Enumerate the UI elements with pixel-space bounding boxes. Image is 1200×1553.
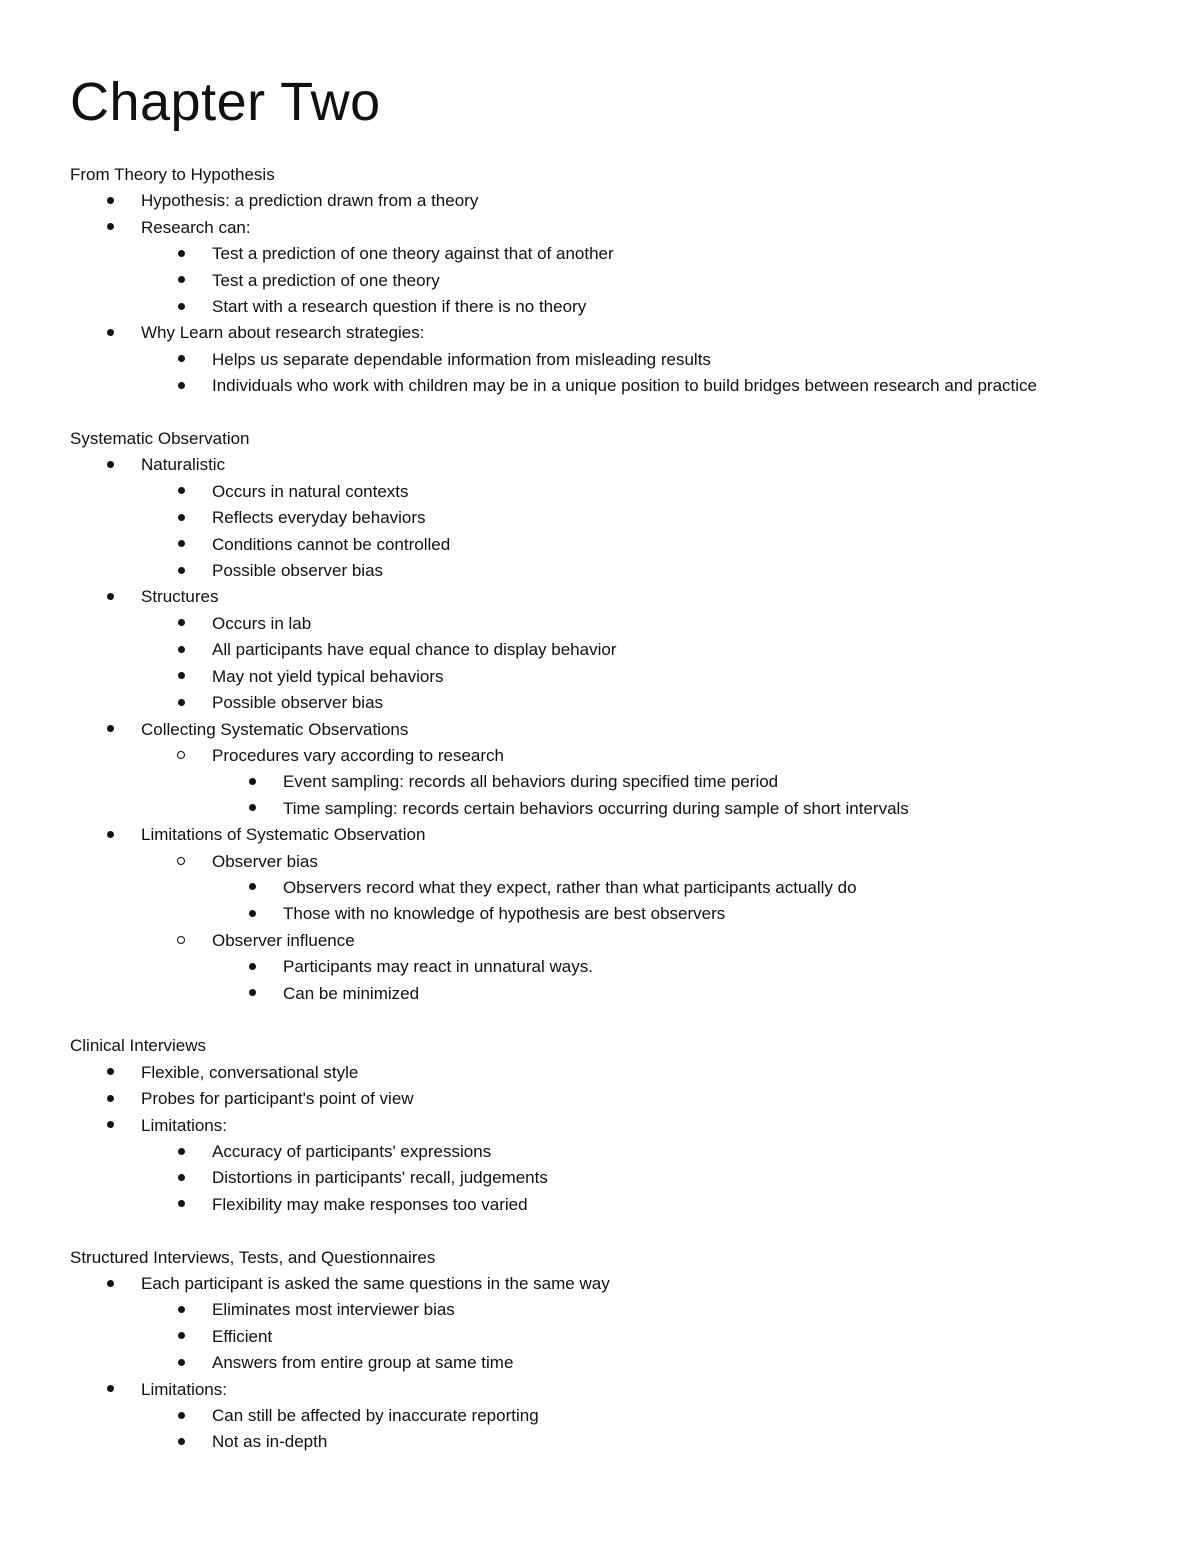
section-heading: From Theory to Hypothesis <box>70 165 275 184</box>
sub-list <box>141 743 1200 822</box>
list-item-text: Time sampling: records certain behaviors occurring during sample of short intervals <box>283 798 909 818</box>
bullet-dot-icon <box>242 954 262 980</box>
bullet-dot-icon <box>100 1113 120 1139</box>
bullet-dot-icon <box>100 717 120 743</box>
bullet-dot-icon <box>171 690 191 716</box>
list-item-text: Structures <box>141 587 219 607</box>
section-systematic-observation <box>70 426 1130 1007</box>
list-item-text: Efficient <box>212 1326 273 1346</box>
sub-list <box>212 875 1200 928</box>
list-item <box>141 664 1200 690</box>
list-item-text: Observer bias <box>212 851 318 871</box>
list-item-text: Accuracy of participants' expressions <box>212 1142 492 1161</box>
list-item <box>141 1192 1200 1218</box>
bullet-dot-icon <box>100 1271 120 1297</box>
section-heading: Clinical Interviews <box>70 1036 207 1056</box>
list-item <box>212 875 1200 901</box>
bullet-dot-icon <box>171 532 191 558</box>
bullet-list <box>70 188 1130 399</box>
list-item-text: Flexibility may make responses too varied <box>212 1194 528 1214</box>
list-item <box>212 981 1200 1007</box>
bullet-dot-icon <box>242 901 262 927</box>
bullet-dot-icon <box>171 294 191 320</box>
list-item <box>141 1139 1200 1165</box>
list-item <box>212 796 1200 822</box>
list-item-text: Flexible, conversational style <box>141 1062 359 1082</box>
bullet-dot-icon <box>242 796 262 822</box>
bullet-dot-icon <box>171 637 191 663</box>
bullet-dot-icon <box>171 1297 191 1323</box>
bullet-dot-icon <box>171 1192 191 1218</box>
list-item <box>212 769 1200 795</box>
bullet-dot-icon <box>100 1060 120 1086</box>
list-item-text: Possible observer bias <box>212 693 384 713</box>
list-item <box>141 1165 1200 1191</box>
sub-list <box>141 1297 1200 1376</box>
sub-list <box>141 347 1200 400</box>
list-item-text: Answers from entire group at same time <box>212 1353 514 1373</box>
list-item-text: Not as in-depth <box>212 1432 328 1452</box>
list-item-text: Possible observer bias <box>212 561 384 581</box>
bullet-dot-icon <box>171 1429 191 1455</box>
document-body <box>70 162 1130 1482</box>
list-item-text: Start with a research question if there is no theory <box>212 297 587 317</box>
bullet-dot-icon <box>100 822 120 848</box>
bullet-dot-icon <box>171 373 191 399</box>
list-item-text: Those with no knowledge of hypothesis are best observers <box>283 904 726 924</box>
list-item <box>70 717 1130 823</box>
bullet-circle-icon <box>171 743 191 769</box>
bullet-dot-icon <box>242 981 262 1007</box>
page-title: Chapter Two <box>70 72 381 132</box>
list-item-text: Naturalistic <box>141 455 226 475</box>
list-item-text: Observer influence <box>212 930 355 950</box>
bullet-dot-icon <box>100 452 120 478</box>
list-item <box>141 1297 1200 1323</box>
bullet-circle-icon <box>171 849 191 875</box>
list-item <box>70 215 1130 321</box>
list-item <box>141 690 1200 716</box>
list-item-text: Reflects everyday behaviors <box>212 508 426 528</box>
list-item-text: Limitations: <box>141 1379 227 1399</box>
list-item-text: May not yield typical behaviors <box>212 666 444 686</box>
bullet-dot-icon <box>171 505 191 531</box>
list-item <box>70 1086 1130 1112</box>
list-item-text: Occurs in natural contexts <box>212 481 409 501</box>
list-item-text: Occurs in lab <box>212 613 312 633</box>
bullet-dot-icon <box>171 241 191 267</box>
sub-list <box>141 479 1200 585</box>
list-item-text: Observers record what they expect, rather than what participants actually do <box>283 877 857 897</box>
list-item-text: Test a prediction of one theory <box>212 270 440 290</box>
section-clinical-interviews <box>70 1033 1130 1218</box>
bullet-circle-icon <box>171 928 191 954</box>
list-item-text: Can still be affected by inaccurate reporting <box>212 1406 539 1426</box>
list-item <box>70 1113 1130 1219</box>
list-item <box>141 347 1200 373</box>
list-item-text: Research can: <box>141 217 251 237</box>
list-item-text: Each participant is asked the same questions in the same way <box>141 1274 610 1294</box>
list-item <box>70 188 1130 214</box>
list-item <box>212 954 1200 980</box>
list-item-text: Conditions cannot be controlled <box>212 534 451 554</box>
bullet-dot-icon <box>100 215 120 241</box>
list-item-text: Participants may react in unnatural ways. <box>283 957 593 977</box>
sub-list <box>141 611 1200 717</box>
list-item <box>141 505 1200 531</box>
bullet-list <box>70 1271 1130 1456</box>
list-item <box>141 479 1200 505</box>
list-item <box>141 637 1200 663</box>
list-item <box>141 1350 1200 1376</box>
list-item <box>70 584 1130 716</box>
list-item <box>141 849 1200 928</box>
list-item-text: Can be minimized <box>283 983 420 1003</box>
section-heading: Systematic Observation <box>70 429 250 449</box>
list-item-text: Limitations: <box>141 1115 227 1135</box>
list-item <box>141 268 1200 294</box>
section-heading: Structured Interviews, Tests, and Questionnaires <box>70 1247 436 1267</box>
bullet-list <box>70 1060 1130 1218</box>
list-item-text: Distortions in participants' recall, judgements <box>212 1168 548 1188</box>
bullet-dot-icon <box>171 611 191 637</box>
list-item <box>70 452 1130 584</box>
bullet-dot-icon <box>100 584 120 610</box>
list-item-text: Test a prediction of one theory against that of another <box>212 244 614 264</box>
list-item <box>70 822 1130 1007</box>
bullet-dot-icon <box>171 1139 191 1165</box>
bullet-dot-icon <box>171 347 191 373</box>
bullet-dot-icon <box>100 188 120 214</box>
sub-list <box>141 1139 1200 1218</box>
bullet-dot-icon <box>171 558 191 584</box>
bullet-list <box>70 452 1130 1007</box>
list-item-text: Eliminates most interviewer bias <box>212 1300 455 1320</box>
bullet-dot-icon <box>100 320 120 346</box>
list-item-text: Helps us separate dependable information from misleading results <box>212 349 711 369</box>
list-item <box>70 1060 1130 1086</box>
list-item <box>141 743 1200 822</box>
bullet-dot-icon <box>171 479 191 505</box>
bullet-dot-icon <box>242 769 262 795</box>
sub-list <box>141 849 1200 1007</box>
bullet-dot-icon <box>100 1086 120 1112</box>
list-item-text: All participants have equal chance to display behavior <box>212 640 617 660</box>
bullet-dot-icon <box>171 268 191 294</box>
sub-list <box>141 241 1200 320</box>
bullet-dot-icon <box>171 1350 191 1376</box>
list-item-text: Event sampling: records all behaviors during specified time period <box>283 772 779 792</box>
bullet-dot-icon <box>171 664 191 690</box>
bullet-dot-icon <box>171 1324 191 1350</box>
list-item-text: Collecting Systematic Observations <box>141 719 409 739</box>
list-item-text: Limitations of Systematic Observation <box>141 825 426 845</box>
bullet-dot-icon <box>100 1377 120 1403</box>
list-item <box>141 532 1200 558</box>
list-item <box>212 901 1200 927</box>
bullet-dot-icon <box>171 1165 191 1191</box>
list-item <box>141 611 1200 637</box>
list-item <box>70 320 1130 399</box>
list-item <box>141 241 1200 267</box>
list-item-text: Hypothesis: a prediction drawn from a theory <box>141 191 479 211</box>
list-item-text: Why Learn about research strategies: <box>141 323 425 343</box>
sub-list <box>141 1403 1200 1456</box>
list-item-text: Procedures vary according to research <box>212 745 504 765</box>
list-item <box>141 558 1200 584</box>
bullet-dot-icon <box>242 875 262 901</box>
section-structured-interviews <box>70 1245 1130 1456</box>
list-item-text: Probes for participant's point of view <box>141 1089 414 1109</box>
list-item <box>70 1377 1130 1456</box>
list-item <box>70 1271 1130 1377</box>
list-item-text: Individuals who work with children may be in a unique position to build bridges between research and practice <box>212 376 1037 396</box>
section-theory-to-hypothesis <box>70 162 1130 400</box>
list-item <box>141 1429 1200 1455</box>
list-item <box>141 1324 1200 1350</box>
list-item <box>141 1403 1200 1429</box>
list-item <box>141 294 1200 320</box>
sub-list <box>212 954 1200 1007</box>
bullet-dot-icon <box>171 1403 191 1429</box>
list-item <box>141 928 1200 1007</box>
list-item <box>141 373 1200 399</box>
sub-list <box>212 769 1200 822</box>
